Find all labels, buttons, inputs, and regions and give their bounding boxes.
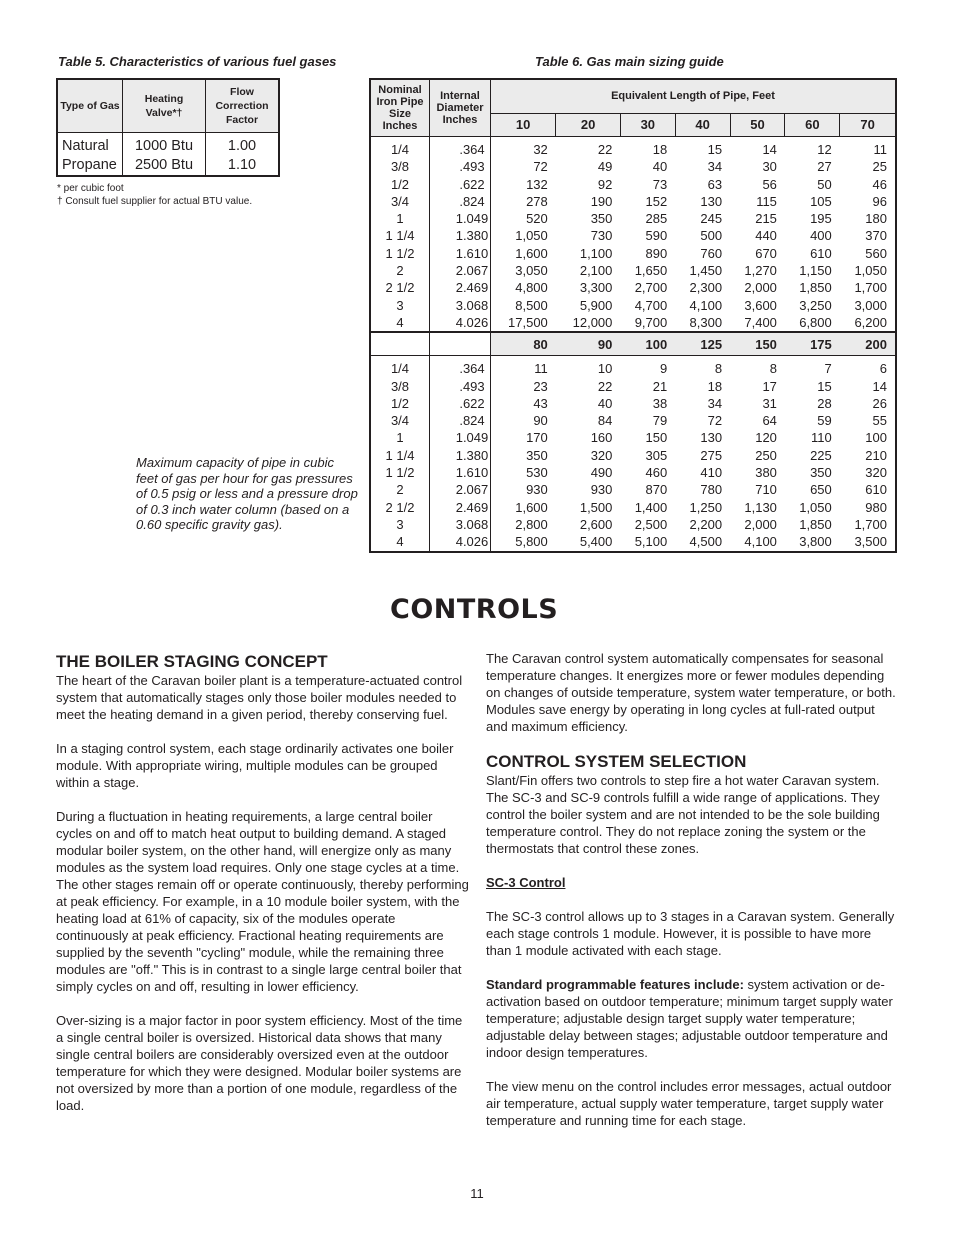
capacity-cell: 130: [700, 193, 723, 209]
capacity-cell: 650: [810, 482, 832, 498]
capacity-cell: 250: [755, 447, 777, 463]
capacity-cell: 2,000: [744, 516, 777, 532]
control-selection-heading: CONTROL SYSTEM SELECTION: [486, 752, 747, 771]
capacity-cell: 8,300: [689, 314, 723, 330]
pipe-size-cell: 1 1/4: [370, 447, 430, 464]
table6-note: Maximum capacity of pipe in cubic feet of gas per hour for gas pressures of 0.5 psig or less and a pressure drop of 0.3 inch water column (based on a 0.60 specific gravity gas).: [136, 455, 358, 533]
pipe-size-cell: 2: [370, 481, 430, 498]
capacity-cell: 245: [700, 211, 723, 227]
pipe-size-cell: 3: [370, 516, 430, 533]
capacity-cell: 2,200: [689, 516, 723, 532]
footnote: * per cubic foot: [57, 183, 124, 194]
diameter-cell: .622: [430, 176, 491, 193]
capacity-cell: 64: [762, 413, 777, 429]
capacity-cell: 7,400: [744, 314, 777, 330]
diameter-cell: 1.610: [430, 464, 491, 481]
capacity-cell: 980: [865, 499, 887, 515]
table-row: [370, 314, 896, 332]
table-row: [370, 378, 896, 395]
capacity-cell: 320: [590, 447, 613, 463]
capacity-cell: 21: [652, 378, 668, 394]
table6-length-header: 150: [730, 332, 785, 356]
capacity-cell: 34: [707, 395, 723, 411]
table-row: [370, 481, 896, 498]
capacity-cell: 59: [817, 413, 832, 429]
capacity-cell: 50: [817, 176, 832, 192]
table6-length-header: 200: [840, 332, 896, 356]
pipe-size-cell: 1/4: [370, 360, 430, 377]
capacity-cell: 15: [817, 378, 832, 394]
pipe-size-cell: 1: [370, 429, 430, 446]
diameter-cell: 1.049: [430, 429, 491, 446]
capacity-cell: 6,800: [799, 314, 832, 330]
table-row: [370, 245, 896, 262]
diameter-cell: 1.380: [430, 447, 491, 464]
capacity-cell: 1,400: [634, 499, 668, 515]
table-row: [370, 447, 896, 464]
capacity-cell: 730: [590, 228, 613, 244]
capacity-cell: 195: [810, 211, 832, 227]
capacity-cell: 1,050: [799, 499, 832, 515]
capacity-cell: 56: [762, 176, 777, 192]
capacity-cell: 5,400: [579, 534, 613, 550]
table-row: [370, 262, 896, 279]
table-row: [370, 429, 896, 446]
capacity-cell: 7: [824, 361, 832, 377]
capacity-cell: 3,050: [515, 263, 548, 279]
pipe-size-cell: 2 1/2: [370, 499, 430, 516]
capacity-cell: 285: [645, 211, 668, 227]
diameter-cell: 2.469: [430, 499, 491, 516]
left-body: [56, 672, 470, 1114]
capacity-cell: 49: [597, 159, 613, 175]
capacity-cell: 170: [526, 430, 548, 446]
capacity-cell: 9: [660, 361, 668, 377]
capacity-cell: 2,800: [515, 516, 548, 532]
capacity-cell: 380: [755, 465, 777, 481]
pipe-size-cell: 2 1/2: [370, 279, 430, 296]
table-row: [370, 279, 896, 296]
table6-length-header: 60: [785, 113, 840, 136]
capacity-cell: 22: [597, 142, 613, 157]
capacity-cell: 890: [645, 245, 668, 261]
capacity-cell: 530: [526, 465, 548, 481]
capacity-cell: 5,900: [579, 297, 613, 313]
capacity-cell: 32: [533, 142, 548, 157]
paragraph: Over-sizing is a major factor in poor system efficiency. Most of the time a single central boiler is oversized. Historical data shows that many single central boilers are considerably oversized even at the outdoor temperature for which they were designed. Modular boiler systems are not oversized by more than a portion of one module, regardless of the load.: [56, 1013, 463, 1113]
table-row: [57, 156, 279, 176]
pipe-size-cell: 2: [370, 262, 430, 279]
table-row: [370, 210, 896, 227]
table6-length-header: 90: [556, 332, 621, 356]
table-row: [370, 464, 896, 481]
capacity-cell: 370: [865, 228, 887, 244]
capacity-cell: 130: [700, 430, 723, 446]
capacity-cell: 930: [526, 482, 548, 498]
table5: [56, 78, 280, 177]
capacity-cell: 11: [873, 142, 887, 157]
pipe-size-cell: 1/2: [370, 395, 430, 412]
capacity-cell: 320: [865, 465, 887, 481]
pipe-size-cell: 1 1/2: [370, 464, 430, 481]
capacity-cell: 760: [700, 245, 723, 261]
capacity-cell: 215: [755, 211, 777, 227]
table6-length-header: 10: [491, 113, 556, 136]
diameter-cell: 2.067: [430, 481, 491, 498]
capacity-cell: 4,100: [689, 297, 723, 313]
table-cell: 2500 Btu: [123, 156, 206, 176]
features-label: Standard programmable features include:: [486, 977, 744, 992]
capacity-cell: 4,500: [689, 534, 723, 550]
capacity-cell: 26: [872, 395, 887, 411]
capacity-cell: 670: [755, 245, 777, 261]
capacity-cell: 3,800: [799, 534, 832, 550]
table6-caption: Table 6. Gas main sizing guide: [535, 54, 724, 69]
capacity-cell: 11: [534, 361, 548, 377]
capacity-cell: 210: [865, 447, 887, 463]
table-row: [370, 227, 896, 244]
capacity-cell: 590: [645, 228, 668, 244]
diameter-cell: .493: [430, 158, 491, 175]
left-column: [56, 652, 470, 1131]
capacity-cell: 10: [597, 361, 613, 377]
diameter-cell: 1.049: [430, 210, 491, 227]
capacity-cell: 8: [714, 361, 723, 377]
table6: [369, 78, 897, 553]
capacity-cell: 3,600: [744, 297, 777, 313]
diameter-cell: 2.469: [430, 279, 491, 296]
paragraph: The view menu on the control includes error messages, actual outdoor air temperature, actual supply water temperature, target supply water temperature and running time for each stage.: [486, 1079, 892, 1128]
table6-length-header: 20: [556, 113, 621, 136]
capacity-cell: 25: [872, 159, 887, 175]
capacity-cell: 18: [652, 142, 668, 157]
diameter-cell: 3.068: [430, 516, 491, 533]
capacity-cell: 3,300: [579, 280, 613, 296]
capacity-cell: 1,150: [799, 263, 832, 279]
capacity-cell: 278: [526, 193, 548, 209]
table-row: [370, 141, 896, 158]
capacity-cell: 1,250: [689, 499, 723, 515]
table6-subheader-row: [370, 332, 896, 356]
capacity-cell: 190: [590, 193, 613, 209]
diameter-cell: .364: [430, 360, 491, 377]
boiler-staging-heading: THE BOILER STAGING CONCEPT: [56, 652, 328, 671]
capacity-cell: 1,700: [854, 516, 887, 532]
diameter-cell: 2.067: [430, 262, 491, 279]
capacity-cell: 500: [700, 228, 723, 244]
right-column: [486, 650, 900, 1146]
diameter-cell: 3.068: [430, 297, 491, 314]
capacity-cell: 14: [872, 378, 887, 394]
pipe-size-cell: 4: [370, 533, 430, 551]
capacity-cell: 1,600: [515, 499, 548, 515]
capacity-cell: 4,800: [515, 280, 548, 296]
capacity-cell: 2,100: [579, 263, 613, 279]
paragraph: The Caravan control system automatically compensates for seasonal temperature changes. It energizes more or fewer modules depending on changes of outside temperature, system water temperature, or both. Modules save energy by operating in long cycles at full-rated output and maximum efficiency.: [486, 651, 896, 734]
table-row: [370, 516, 896, 533]
paragraph: Slant/Fin offers two controls to step fire a hot water Caravan system. The SC-3 and SC-9 controls fulfill a wide range of applications. They control the boiler system and are not intended to be the sole building temperature control. They do not replace zoning the system or the thermostats that control these zones.: [486, 773, 880, 856]
paragraph: The heart of the Caravan boiler plant is a temperature-actuated control system that automatically stages only those boiler modules needed to meet the heating demand in a given period, thereby conserving fuel.: [56, 673, 463, 722]
capacity-cell: 930: [590, 482, 613, 498]
capacity-cell: 17: [762, 378, 777, 394]
table6-length-header: 70: [840, 113, 896, 136]
capacity-cell: 1,100: [579, 245, 613, 261]
capacity-cell: 28: [817, 395, 832, 411]
table-row: [370, 158, 896, 175]
capacity-cell: 43: [533, 395, 548, 411]
capacity-cell: 520: [526, 211, 548, 227]
pipe-size-cell: 1 1/4: [370, 227, 430, 244]
pipe-size-cell: 3/4: [370, 193, 430, 210]
capacity-cell: 870: [645, 482, 668, 498]
table-row: [370, 533, 896, 551]
capacity-cell: 350: [590, 211, 613, 227]
pipe-size-cell: 3/8: [370, 378, 430, 395]
pipe-size-cell: 3: [370, 297, 430, 314]
capacity-cell: 14: [762, 142, 777, 157]
table-row: [370, 412, 896, 429]
capacity-cell: 27: [817, 159, 832, 175]
table5-header-type: Type of Gas: [57, 79, 123, 133]
diameter-cell: 4.026: [430, 533, 491, 551]
capacity-cell: 73: [652, 176, 668, 192]
capacity-cell: 1,450: [689, 263, 723, 279]
table5-header-heating: Heating Valve*†: [123, 79, 206, 133]
table6-length-header: 100: [620, 332, 675, 356]
capacity-cell: 30: [762, 159, 777, 175]
capacity-cell: 72: [707, 413, 723, 429]
capacity-cell: 2,000: [744, 280, 777, 296]
pipe-size-cell: 4: [370, 314, 430, 332]
capacity-cell: 46: [872, 176, 887, 192]
diameter-cell: 1.380: [430, 227, 491, 244]
capacity-cell: 2,700: [634, 280, 668, 296]
capacity-cell: 132: [526, 176, 548, 192]
capacity-cell: 350: [526, 447, 548, 463]
table6-header-internal: Internal Diameter Inches: [430, 79, 491, 137]
capacity-cell: 38: [652, 395, 668, 411]
sc3-title: SC-3 Control: [486, 875, 566, 890]
capacity-cell: 40: [652, 159, 668, 175]
features-paragraph: [486, 976, 900, 1061]
footnote: † Consult fuel supplier for actual BTU value.: [57, 196, 253, 207]
table-cell: Propane: [57, 156, 123, 176]
table6-length-header: 175: [785, 332, 840, 356]
pipe-size-cell: 3/8: [370, 158, 430, 175]
capacity-cell: 305: [645, 447, 668, 463]
capacity-cell: 31: [762, 395, 777, 411]
capacity-cell: 2,300: [689, 280, 723, 296]
capacity-cell: 40: [597, 395, 613, 411]
table-cell: 1.10: [206, 156, 280, 176]
page-number: 11: [470, 1186, 484, 1201]
capacity-cell: 72: [533, 159, 548, 175]
capacity-cell: 610: [865, 482, 887, 498]
capacity-cell: 490: [590, 465, 613, 481]
table-row: [370, 395, 896, 412]
capacity-cell: 84: [597, 413, 613, 429]
pipe-size-cell: 1/4: [370, 141, 430, 158]
capacity-cell: 6: [879, 361, 887, 377]
table6-length-header: 50: [730, 113, 785, 136]
capacity-cell: 560: [865, 245, 887, 261]
table-row: [370, 193, 896, 210]
capacity-cell: 152: [645, 193, 668, 209]
diameter-cell: .622: [430, 395, 491, 412]
table6-length-header: 80: [491, 332, 556, 356]
capacity-cell: 115: [756, 193, 777, 209]
table5-caption: Table 5. Characteristics of various fuel gases: [58, 54, 337, 69]
capacity-cell: 96: [872, 193, 887, 209]
capacity-cell: 90: [533, 413, 548, 429]
capacity-cell: 15: [707, 142, 723, 157]
capacity-cell: 34: [707, 159, 723, 175]
paragraph: The SC-3 control allows up to 3 stages in a Caravan system. Generally each stage controls 1 module. However, it is possible to have more than 1 module activated with each stage.: [486, 909, 895, 958]
capacity-cell: 5,800: [515, 534, 548, 550]
table-row: [370, 499, 896, 516]
capacity-cell: 120: [755, 430, 777, 446]
capacity-cell: 350: [810, 465, 832, 481]
capacity-cell: 92: [597, 176, 613, 192]
capacity-cell: 12,000: [572, 314, 613, 330]
capacity-cell: 22: [597, 378, 613, 394]
capacity-cell: 100: [865, 430, 887, 446]
capacity-cell: 1,600: [515, 245, 548, 261]
table6-header-equivalent: Equivalent Length of Pipe, Feet: [491, 79, 897, 113]
capacity-cell: 105: [810, 193, 832, 209]
table6-length-header: 30: [620, 113, 675, 136]
capacity-cell: 150: [645, 430, 668, 446]
capacity-cell: 1,050: [515, 228, 548, 244]
table6-header-nominal: Nominal Iron Pipe Size Inches: [370, 79, 430, 137]
capacity-cell: 2,500: [634, 516, 668, 532]
table-cell: 1000 Btu: [123, 133, 206, 157]
capacity-cell: 440: [755, 228, 777, 244]
diameter-cell: .824: [430, 412, 491, 429]
table-row: [370, 297, 896, 314]
capacity-cell: 225: [810, 447, 832, 463]
capacity-cell: 110: [811, 430, 832, 446]
capacity-cell: 1,850: [799, 280, 832, 296]
capacity-cell: 3,000: [854, 297, 887, 313]
capacity-cell: 23: [533, 378, 548, 394]
pipe-size-cell: 1: [370, 210, 430, 227]
capacity-cell: 710: [755, 482, 777, 498]
diameter-cell: 4.026: [430, 314, 491, 332]
capacity-cell: 1,850: [799, 516, 832, 532]
capacity-cell: 3,500: [854, 534, 887, 550]
pipe-size-cell: 3/4: [370, 412, 430, 429]
capacity-cell: 400: [810, 228, 832, 244]
capacity-cell: 12: [817, 142, 832, 157]
capacity-cell: 3,250: [799, 297, 832, 313]
diameter-cell: .364: [430, 141, 491, 158]
section-title: CONTROLS: [390, 594, 559, 625]
table5-header-flow: Flow Correction Factor: [206, 79, 280, 133]
capacity-cell: 63: [707, 176, 723, 192]
paragraph: During a fluctuation in heating requirements, a large central boiler cycles on and off to match heat output to building demand. A staged modular boiler system, on the other hand, will energize only as many modules as the system load requires. Only one stage cycles at a time. The other stages remain off or operate continuously, thereby performing at peak efficiency. For example, in a 10 module boiler system, with the heating load at 61% of capacity, six of the modules operate continuously at peak efficiency. Fractional heating requirements are supplied by the seventh "cycling" module, while the remaining three modules are "off." This is in contrast to a single large central boiler that simply cycles on and off, resulting in lower efficiency.: [56, 809, 469, 994]
capacity-cell: 6,200: [854, 314, 887, 330]
capacity-cell: 1,650: [634, 263, 668, 279]
capacity-cell: 1,130: [744, 499, 777, 515]
capacity-cell: 4,700: [634, 297, 668, 313]
table-cell: 1.00: [206, 133, 280, 157]
table-row: [370, 360, 896, 377]
capacity-cell: 1,270: [744, 263, 777, 279]
capacity-cell: 1,050: [854, 263, 887, 279]
table6-length-header: 40: [675, 113, 730, 136]
table6-length-header: 125: [675, 332, 730, 356]
paragraph: In a staging control system, each stage ordinarily activates one boiler module. With appropriate wiring, multiple modules can be grouped within a stage.: [56, 741, 454, 790]
table-row: [370, 176, 896, 193]
table-cell: Natural: [57, 133, 123, 157]
capacity-cell: 5,100: [634, 534, 668, 550]
diameter-cell: .493: [430, 378, 491, 395]
capacity-cell: 8,500: [515, 297, 548, 313]
capacity-cell: 4,100: [744, 534, 777, 550]
capacity-cell: 2,600: [579, 516, 613, 532]
table-row: [57, 133, 279, 157]
capacity-cell: 160: [590, 430, 613, 446]
capacity-cell: 410: [700, 465, 723, 481]
capacity-cell: 180: [865, 211, 887, 227]
capacity-cell: 1,500: [579, 499, 613, 515]
pipe-size-cell: 1/2: [370, 176, 430, 193]
diameter-cell: 1.610: [430, 245, 491, 262]
capacity-cell: 460: [645, 465, 668, 481]
capacity-cell: 610: [810, 245, 832, 261]
diameter-cell: .824: [430, 193, 491, 210]
capacity-cell: 17,500: [508, 314, 548, 330]
capacity-cell: 18: [707, 378, 723, 394]
features-text: system activation or de-activation based on outdoor temperature; minimum target supply water temperature; adjustable design target supply water temperature; adjustable delay between stages; adjustable outdoor temperature and indoor design temperatures.: [486, 977, 893, 1060]
capacity-cell: 55: [872, 413, 887, 429]
capacity-cell: 275: [700, 447, 723, 463]
capacity-cell: 79: [652, 413, 668, 429]
capacity-cell: 8: [769, 361, 777, 377]
capacity-cell: 780: [700, 482, 723, 498]
capacity-cell: 1,700: [854, 280, 887, 296]
pipe-size-cell: 1 1/2: [370, 245, 430, 262]
capacity-cell: 9,700: [634, 314, 668, 330]
